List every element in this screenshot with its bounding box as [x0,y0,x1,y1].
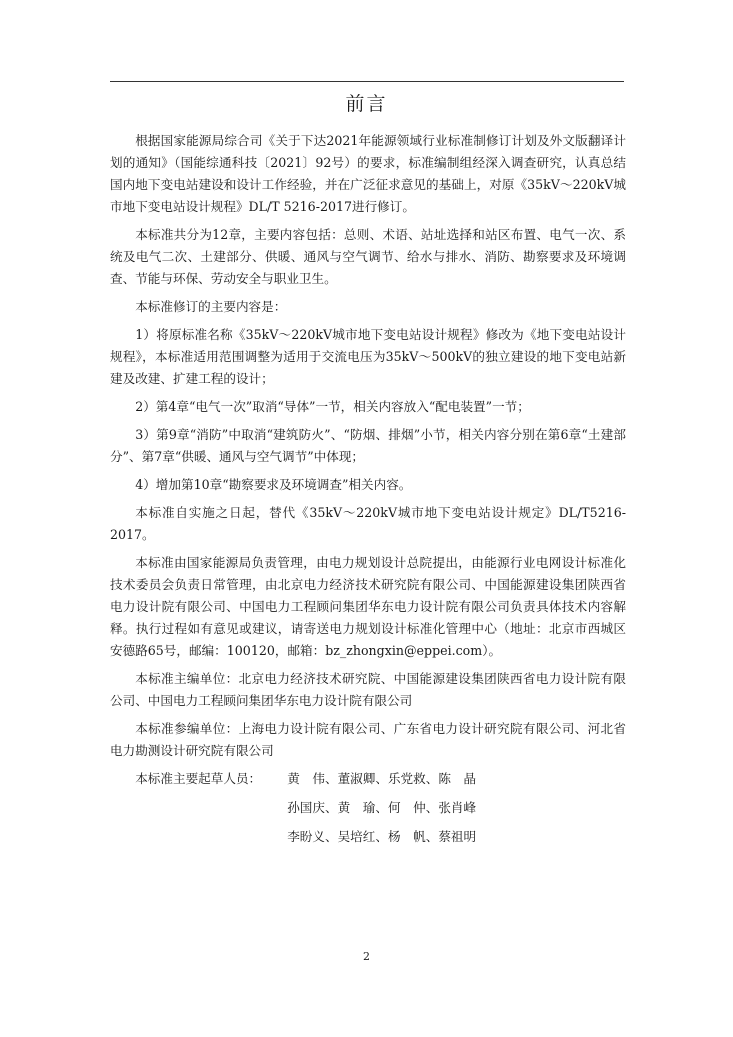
paragraph-revision-intro: 本标准修订的主要内容是： [135,299,287,314]
page-number: 2 [363,950,370,963]
paragraph-chief-units: 本标准主编单位：北京电力经济技术研究院、中国能源建设集团陕西省电力设计院有限公司、中国电力工程顾问集团华东电力设计院有限公司 [110,671,626,708]
drafters-row [110,826,626,848]
paragraph-scope: 本标准共分为12章，主要内容包括：总则、术语、站址选择和站区布置、电气一次、系统及电气二次、土建部分、供暖、通风与空气调节、给水与排水、消防、勘察要求及环境调查、节能与环保、劳动安全与职业卫生。 [110,227,626,286]
paragraph-revision-2: 2）第4章“电气一次”取消“导体”一节，相关内容放入“配电装置”一节； [135,399,530,414]
drafters-row [110,768,626,790]
drafters-names: 黄 伟、董淑卿、乐党救、陈 晶 [287,771,477,786]
paragraph-revision-1: 1）将原标准名称《35kV～220kV城市地下变电站设计规程》修改为《地下变电站设计规程》，本标准适用范围调整为适用于交流电压为35kV～500kV的独立建设的地下变电站新建及改建、扩建工程的设计； [110,327,626,386]
drafters-row [110,797,626,819]
header-rule [110,81,624,82]
drafters-names: 李盼义、吴培红、杨 帆、蔡祖明 [287,829,477,844]
paragraph-revision-4: 4）增加第10章“勘察要求及环境调查”相关内容。 [135,477,412,492]
page-title: 前言 [345,93,388,115]
paragraph-revision-3: 3）第9章“消防”中取消“建筑防火”、“防烟、排烟”小节，相关内容分别在第6章“土建部分”、第7章“供暖、通风与空气调节”中体现； [110,427,626,464]
drafters-block [110,768,626,848]
paragraph-management: 本标准由国家能源局负责管理，由电力规划设计总院提出，由能源行业电网设计标准化技术委员会负责日常管理，由北京电力经济技术研究院有限公司、中国能源建设集团陕西省电力设计院有限公司、中国电力工程顾问集团华东电力设计院有限公司负责具体技术内容解释。执行过程如有意见或建议，请寄送电力规划设计标准化管理中心（地址：北京市西城区安德路65号，邮编：100120，邮箱：bz_zhongxin@eppei.com）。 [110,555,626,658]
drafters-label: 本标准主要起草人员： [135,771,262,786]
paragraph-basis: 根据国家能源局综合司《关于下达2021年能源领域行业标准制修订计划及外文版翻译计划的通知》（国能综通科技〔2021〕92号）的要求，标准编制组经深入调查研究，认真总结国内地下变电站建设和设计工作经验，并在广泛征求意见的基础上，对原《35kV～220kV城市地下变电站设计规程》DL/T 5216-2017进行修订。 [110,133,626,214]
body-text [110,130,626,855]
drafters-names: 孙国庆、黄 瑜、何 仲、张肖峰 [287,800,477,815]
paragraph-participating-units: 本标准参编单位：上海电力设计院有限公司、广东省电力设计研究院有限公司、河北省电力勘测设计研究院有限公司 [110,721,626,758]
paragraph-replacement: 本标准自实施之日起，替代《35kV～220kV城市地下变电站设计规定》DL/T5216-2017。 [110,505,626,542]
